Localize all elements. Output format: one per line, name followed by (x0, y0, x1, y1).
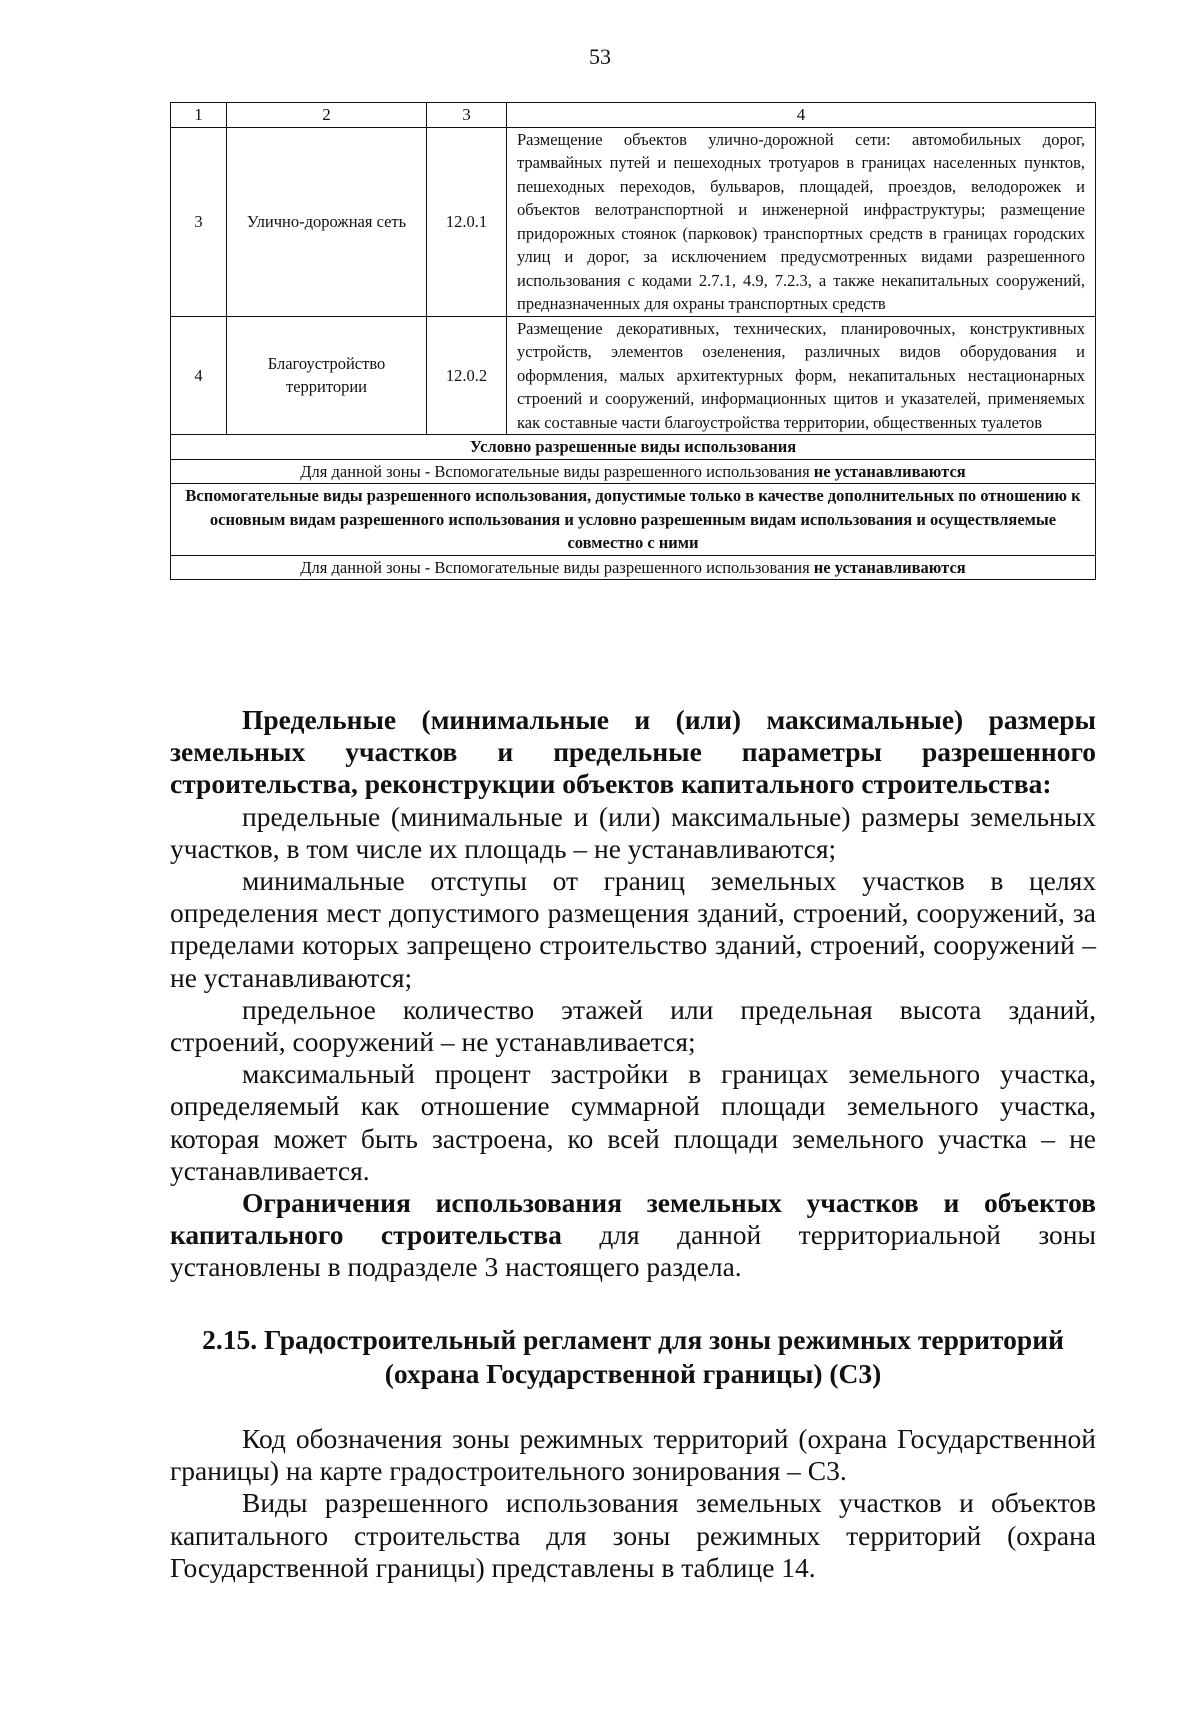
use-type-code: 12.0.2 (427, 316, 507, 435)
restrictions-bold: Ограничения использования земельных участков и объектов капитального строительства (170, 1187, 1096, 1251)
note-text: Для данной зоны - Вспомогательные виды разрешенного использования (300, 461, 814, 481)
auxiliary-uses-note (171, 555, 1096, 580)
note-emphasis: не устанавливаются (813, 557, 966, 577)
use-type-name: Благоустройство территории (227, 316, 427, 435)
restrictions-text: для данной территориальной зоны установлены в подразделе 3 настоящего раздела. (170, 1219, 1096, 1283)
section-paragraph: Код обозначения зоны режимных территорий (охрана Государственной границы) на карте градостроительного зонирования – С3. (170, 1423, 1096, 1487)
section-heading-line1: 2.15. Градостроительный регламент для зоны режимных территорий (202, 1324, 1064, 1355)
section-paragraph: Виды разрешенного использования земельных участков и объектов капитального строительства для зоны режимных территорий (охрана Государственной границы) представлены в таблице 14. (170, 1487, 1096, 1583)
conditional-uses-note (171, 459, 1096, 484)
limits-paragraph: максимальный процент застройки в границах земельного участка, определяемый как отношение суммарной площади земельного участка, которая может быть застроена, ко всей площади земельного участка – не устанавливается. (170, 1058, 1096, 1186)
use-type-description: Размещение объектов улично-дорожной сети: автомобильных дорог, трамвайных путей и пешеходных тротуаров в границах населенных пунктов, пешеходных переходов, бульваров, площадей, проездов, велодорожек и объектов велотранспортной и инженерной инфраструктуры; размещение придорожных стоянок (парковок) транспортных средств в границах городских улиц и дорог, за исключением предусмотренных видами разрешенного использования с кодами 2.7.1, 4.9, 7.2.3, а также некапитальных сооружений, предназначенных для охраны транспортных средств (507, 127, 1096, 316)
note-emphasis: не устанавливаются (813, 461, 966, 481)
section-heading-line2: (охрана Государственной границы) (С3) (384, 1358, 882, 1389)
use-type-name: Улично-дорожная сеть (227, 127, 427, 316)
conditional-uses-heading: Условно разрешенные виды использования (171, 435, 1096, 460)
table-row (171, 316, 1096, 435)
limits-paragraph: предельное количество этажей или предельная высота зданий, строений, сооружений – не устанавливается; (170, 993, 1096, 1058)
note-text: Для данной зоны - Вспомогательные виды разрешенного использования (300, 557, 814, 577)
table-header-row (171, 103, 1096, 128)
auxiliary-heading-row (171, 484, 1096, 556)
page-number: 53 (589, 44, 611, 69)
row-number: 4 (171, 316, 227, 435)
use-type-description: Размещение декоративных, технических, планировочных, конструктивных устройств, элементов озеленения, различных видов оборудования и оформления, малых архитектурных форм, некапитальных нестационарных строений и сооружений, информационных щитов и указателей, применяемых как составные части благоустройства территории, общественных туалетов (507, 316, 1096, 435)
row-number: 3 (171, 127, 227, 316)
conditional-heading-row (171, 435, 1096, 460)
auxiliary-uses-heading: Вспомогательные виды разрешенного использования, допустимые только в качестве дополнительных по отношению к основным видам разрешенного использования и условно разрешенным видам использования и осуществляемые совместно с ними (171, 484, 1096, 556)
land-use-table (170, 102, 1096, 580)
table-row (171, 127, 1096, 316)
limits-paragraph: предельные (минимальные и (или) максимальные) размеры земельных участков, в том числе их площадь – не устанавливаются; (170, 800, 1096, 864)
auxiliary-note-row (171, 555, 1096, 580)
section-body (170, 1423, 1096, 1584)
conditional-note-row (171, 459, 1096, 484)
header-cell-3: 3 (427, 103, 507, 128)
header-cell-2: 2 (227, 103, 427, 128)
limits-paragraph: минимальные отступы от границ земельных участков в целях определения мест допустимого размещения зданий, строений, сооружений, за пределами которых запрещено строительство зданий, строений, сооружений – не устанавливаются; (170, 865, 1096, 993)
section-heading (170, 1323, 1096, 1391)
header-cell-4: 4 (507, 103, 1096, 128)
limits-section (170, 704, 1096, 1284)
limits-heading: Предельные (минимальные и (или) максимальные) размеры земельных участков и предельные параметры разрешенного строительства, реконструкции объектов капитального строительства: (170, 704, 1096, 800)
restrictions-paragraph (170, 1187, 1096, 1284)
header-cell-1: 1 (171, 103, 227, 128)
use-type-code: 12.0.1 (427, 127, 507, 316)
